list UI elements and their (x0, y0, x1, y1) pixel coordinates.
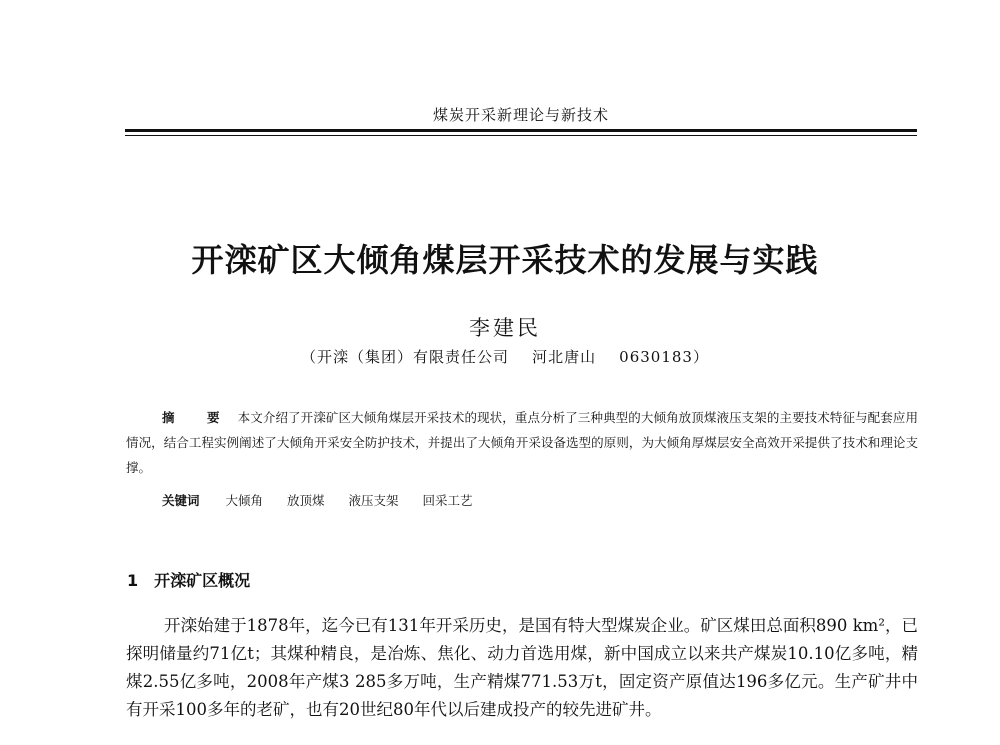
keyword: 大倾角 (225, 493, 264, 508)
abstract (126, 405, 918, 480)
author-name: 李建民 (469, 316, 541, 340)
header-rule-thin (125, 135, 917, 136)
keywords-label: 关键词 (162, 493, 200, 508)
section-title: 开滦矿区概况 (154, 571, 251, 590)
keyword: 放顶煤 (287, 493, 325, 508)
paper-title: 开滦矿区大倾角煤层开采技术的发展与实践 (191, 241, 819, 279)
keyword: 液压支架 (348, 493, 399, 508)
running-header: 煤炭开采新理论与新技术 (432, 106, 609, 124)
section-heading (127, 568, 250, 591)
body-paragraph: 开滦始建于1878年，迄今已有131年开采历史，是国有特大型煤炭企业。矿区煤田总面积890 km²，已探明储量约71亿t；其煤种精良，是冶炼、焦化、动力首选用煤，新中国成立以来共产煤炭10.10亿多吨，精煤2.55亿多吨，2008年产煤3 285多万吨，生产精煤771.53万t，固定资产原值达196多亿元。生产矿井中有开采100多年的老矿，也有20世纪80年代以后建成投产的较先进矿井。 (126, 616, 918, 719)
abstract-label: 摘 要 (162, 410, 234, 425)
abstract-text: 本文介绍了开滦矿区大倾角煤层开采技术的现状，重点分析了三种典型的大倾角放顶煤液压支架的主要技术特征与配套应用情况，结合工程实例阐述了大倾角开采安全防护技术，并提出了大倾角开采设备选型的原则，为大倾角厚煤层安全高效开采提供了技术和理论支撑。 (126, 410, 918, 475)
section-number: 1 (127, 571, 139, 590)
author-affiliation: （开滦（集团）有限责任公司 河北唐山 0630183） (301, 348, 709, 366)
keywords (162, 491, 922, 509)
header-rule-thick (125, 129, 917, 132)
keyword: 回采工艺 (422, 493, 473, 508)
